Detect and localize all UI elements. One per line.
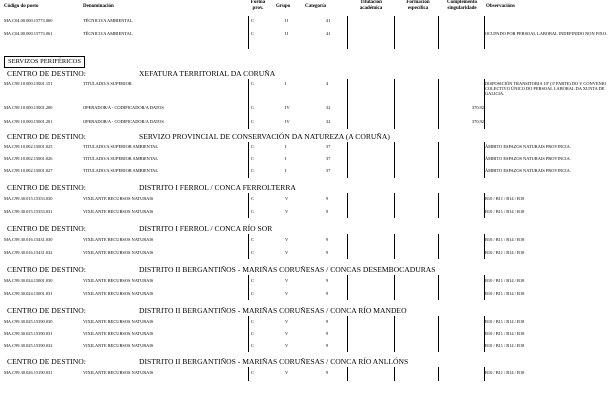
row-grupo: V — [285, 319, 289, 324]
row-observacions: B10 / B11 / B14 / B18 — [485, 237, 525, 242]
table-row — [0, 17, 613, 25]
row-categoria: 32 — [326, 119, 331, 124]
row-forma: C — [251, 119, 254, 124]
row-categoria: 41 — [326, 18, 331, 23]
centro-destino-heading — [7, 132, 390, 141]
row-forma: C — [251, 168, 254, 173]
row-denominacion: TITULADO/A SUPERIOR AMBIENTAL — [83, 144, 159, 149]
centro-destino-heading — [7, 69, 275, 78]
centro-destino-title: DISTRITO II BERGANTIÑOS - MARIÑAS CORUÑESAS / CONCAS DESEMBOCADURAS — [139, 265, 436, 274]
centro-destino-label: CENTRO DE DESTINO: — [7, 183, 86, 192]
row-forma: C — [251, 291, 254, 296]
table-row — [0, 330, 613, 338]
row-denominacion: OPERADOR/A - CODIFICADOR/A DATOS — [83, 119, 164, 124]
row-grupo: V — [285, 370, 289, 375]
row-categoria: 9 — [326, 209, 329, 214]
row-observacions: ÁMBITO ESPAZOS NATURAIS PROVINCIA. — [485, 156, 571, 161]
table-row — [0, 155, 613, 163]
table-row — [0, 30, 613, 38]
header-titulacion-line2: académica — [359, 6, 383, 11]
row-observacions: B10 / B11 / B14 / B18 — [485, 196, 525, 201]
row-forma: C — [251, 331, 254, 336]
row-code: MA.C99.30.025.15390.032 — [4, 343, 53, 348]
row-grupo: V — [285, 331, 289, 336]
row-denominacion: TITULADO/A SUPERIOR AMBIENTAL — [83, 156, 159, 161]
centro-destino-heading — [7, 224, 272, 233]
header-complemento-line1: Complemento — [447, 0, 477, 5]
row-categoria: 9 — [326, 278, 329, 283]
row-denominacion: TÉCNICO/A AMBIENTAL — [83, 18, 133, 23]
row-code: MA.C04.00.000.15773.061 — [4, 31, 53, 36]
servizos-perifericos-label: SERVIZOS PERIFÉRICOS — [4, 56, 85, 68]
row-categoria: 4 — [326, 81, 329, 86]
row-grupo: V — [285, 250, 289, 255]
row-forma: C — [251, 250, 254, 255]
row-code: MA.C99.30.016.15431.032 — [4, 250, 53, 255]
table-row — [0, 208, 613, 216]
row-observacions: B10 / B11 / B14 / B18 — [485, 291, 525, 296]
row-observacions: B10 / B11 / B14 / B18 — [485, 278, 525, 283]
row-code: MA.C99.10.000.15001.200 — [4, 105, 53, 110]
row-observacions: B10 / B11 / B14 / B18 — [485, 370, 525, 375]
row-code: MA.C99.30.025.15390.031 — [4, 331, 53, 336]
table-row — [0, 290, 613, 298]
row-denominacion: OPERADOR/A - CODIFICADOR/A DATOS — [83, 105, 164, 110]
row-code: MA.C99.30.025.15390.030 — [4, 319, 53, 324]
row-forma: C — [251, 370, 254, 375]
row-forma: C — [251, 81, 254, 86]
row-code: MA.C99.10.002.15001.027 — [4, 168, 53, 173]
row-observacions: ÁMBITO ESPAZOS NATURAIS PROVINCIA. — [485, 168, 571, 173]
row-observacions: B10 / B11 / B14 / B18 — [485, 331, 525, 336]
row-code: MA.C99.30.024.15001.030 — [4, 278, 53, 283]
row-grupo: I — [285, 168, 287, 173]
row-forma: C — [251, 144, 254, 149]
row-code: MA.C99.10.002.15001.025 — [4, 144, 53, 149]
row-code: MA.C99.10.002.15001.026 — [4, 156, 53, 161]
row-grupo: V — [285, 343, 289, 348]
centro-destino-label: CENTRO DE DESTINO: — [7, 265, 86, 274]
row-denominacion: VIXILANTE RECURSOS NATURAIS — [83, 209, 154, 214]
row-grupo: V — [285, 196, 289, 201]
row-forma: C — [251, 31, 254, 36]
row-code: MA.C99.30.015.15353.031 — [4, 209, 53, 214]
row-observacions: ÁMBITO ESPAZOS NATURAIS PROVINCIA. — [485, 144, 571, 149]
header-grupo: Grupo — [276, 4, 291, 9]
header-forma — [246, 0, 270, 12]
row-forma: C — [251, 18, 254, 23]
centro-destino-heading — [7, 265, 435, 274]
row-observacions: B10 / B11 / B14 / B18 — [485, 343, 525, 348]
row-grupo: II — [285, 18, 288, 23]
table-row — [0, 236, 613, 244]
table-row — [0, 277, 613, 285]
row-observacions: B10 / B11 / B14 / B18 — [485, 250, 525, 255]
row-denominacion: VIXILANTE RECURSOS NATURAIS — [83, 237, 154, 242]
row-grupo: I — [285, 81, 287, 86]
centro-destino-label: CENTRO DE DESTINO: — [7, 357, 86, 366]
row-forma: C — [251, 156, 254, 161]
row-categoria: 32 — [326, 105, 331, 110]
row-grupo: V — [285, 209, 289, 214]
row-denominacion: VIXILANTE RECURSOS NATURAIS — [83, 291, 154, 296]
header-denominacion: Denominación — [83, 4, 114, 9]
row-denominacion: VIXILANTE RECURSOS NATURAIS — [83, 196, 154, 201]
row-code: MA.C99.30.016.15431.030 — [4, 237, 53, 242]
row-categoria: 37 — [326, 156, 331, 161]
centro-destino-title: XEFATURA TERRITORIAL DA CORUÑA — [139, 69, 276, 78]
row-forma: C — [251, 105, 254, 110]
centro-destino-heading — [7, 183, 296, 192]
row-code: MA.C99.30.024.15001.031 — [4, 291, 53, 296]
row-observacions: B10 / B11 / B14 / B18 — [485, 319, 525, 324]
header-titulacion — [348, 0, 394, 12]
header-forma-line2: prov. — [252, 6, 264, 11]
row-observacions: B10 / B11 / B14 / B18 — [485, 209, 525, 214]
header-complemento — [439, 0, 485, 12]
table-row — [0, 104, 613, 112]
row-code: MA.C99.10.000.15001.151 — [4, 81, 53, 86]
table-row — [0, 318, 613, 326]
row-forma: C — [251, 278, 254, 283]
row-grupo: V — [285, 291, 289, 296]
row-categoria: 37 — [326, 168, 331, 173]
row-complemento: 370,92 — [471, 119, 484, 124]
table-row — [0, 369, 613, 377]
header-formacion — [396, 0, 440, 12]
centro-destino-label: CENTRO DE DESTINO: — [7, 306, 86, 315]
header-forma-line1: Forma — [250, 0, 266, 5]
centro-destino-title: DISTRITO II BERGANTIÑOS - MARIÑAS CORUÑESAS / CONCA RÍO ANLLÓNS — [139, 357, 409, 366]
row-observacions: DISPOSICIÓN TRANSITORIA 10ª (3ª PARTE) DO V CONVENIO COLECTIVO ÚNICO DO PERSOAL LABORAL DA XUNTA DE GALICIA. — [485, 81, 607, 96]
row-categoria: 37 — [326, 144, 331, 149]
row-denominacion: VIXILANTE RECURSOS NATURAIS — [83, 250, 154, 255]
centro-destino-heading — [7, 306, 407, 315]
table-row — [0, 118, 613, 126]
row-forma: C — [251, 343, 254, 348]
row-code: MA.C99.10.000.15001.201 — [4, 119, 53, 124]
row-denominacion: VIXILANTE RECURSOS NATURAIS — [83, 278, 154, 283]
row-categoria: 9 — [326, 237, 329, 242]
header-formacion-line2: específica — [407, 6, 429, 11]
centro-destino-label: CENTRO DE DESTINO: — [7, 132, 86, 141]
row-grupo: V — [285, 237, 289, 242]
row-denominacion: VIXILANTE RECURSOS NATURAIS — [83, 370, 154, 375]
row-denominacion: VIXILANTE RECURSOS NATURAIS — [83, 319, 154, 324]
row-denominacion: TÉCNICO/A AMBIENTAL — [83, 31, 133, 36]
row-grupo: IV — [285, 119, 290, 124]
row-categoria: 9 — [326, 291, 329, 296]
row-forma: C — [251, 209, 254, 214]
centro-destino-heading — [7, 357, 408, 366]
table-row — [0, 342, 613, 350]
table-row — [0, 167, 613, 175]
row-code: MA.C99.30.026.15190.031 — [4, 370, 53, 375]
centro-destino-label: CENTRO DE DESTINO: — [7, 224, 86, 233]
header-complemento-line2: singularidade — [447, 6, 477, 11]
row-forma: C — [251, 196, 254, 201]
row-categoria: 9 — [326, 250, 329, 255]
row-categoria: 9 — [326, 196, 329, 201]
centro-destino-title: DISTRITO I FERROL / CONCA FERROLTERRA — [139, 183, 296, 192]
row-code: MA.C99.30.015.15353.030 — [4, 196, 53, 201]
table-row — [0, 249, 613, 257]
row-forma: C — [251, 319, 254, 324]
row-code: MA.C04.00.000.15773.060 — [4, 18, 53, 23]
row-denominacion: VIXILANTE RECURSOS NATURAIS — [83, 331, 154, 336]
row-forma: C — [251, 237, 254, 242]
header-categoria: Categoría — [305, 4, 327, 9]
header-observacions: Observacións — [486, 4, 515, 9]
table-row — [0, 80, 613, 96]
header-codigo: Código do posto — [4, 4, 39, 9]
header-titulacion-line1: Titulación — [360, 0, 382, 5]
row-denominacion: TITULADO/A SUPERIOR — [83, 81, 132, 86]
row-categoria: 9 — [326, 331, 329, 336]
centro-destino-title: DISTRITO I FERROL / CONCA RÍO SOR — [139, 224, 273, 233]
row-denominacion: VIXILANTE RECURSOS NATURAIS — [83, 343, 154, 348]
row-categoria: 9 — [326, 319, 329, 324]
row-denominacion: TITULADO/A SUPERIOR AMBIENTAL — [83, 168, 159, 173]
centro-destino-title: DISTRITO II BERGANTIÑOS - MARIÑAS CORUÑESAS / CONCA RÍO MANDEO — [139, 306, 407, 315]
row-categoria: 41 — [326, 31, 331, 36]
table-row — [0, 143, 613, 151]
table-row — [0, 195, 613, 203]
row-complemento: 370,92 — [471, 105, 484, 110]
row-categoria: 9 — [326, 343, 329, 348]
centro-destino-label: CENTRO DE DESTINO: — [7, 69, 86, 78]
row-grupo: I — [285, 144, 287, 149]
row-grupo: II — [285, 31, 288, 36]
row-grupo: IV — [285, 105, 290, 110]
row-grupo: I — [285, 156, 287, 161]
row-observacions: OCUPADO POR PERSOAL LABORAL INDEFINIDO NON FIXO. — [485, 31, 608, 36]
row-grupo: V — [285, 278, 289, 283]
header-formacion-line1: Formación — [406, 0, 430, 5]
centro-destino-title: SERVIZO PROVINCIAL DE CONSERVACIÓN DA NATUREZA (A CORUÑA) — [139, 132, 390, 141]
row-categoria: 9 — [326, 370, 329, 375]
